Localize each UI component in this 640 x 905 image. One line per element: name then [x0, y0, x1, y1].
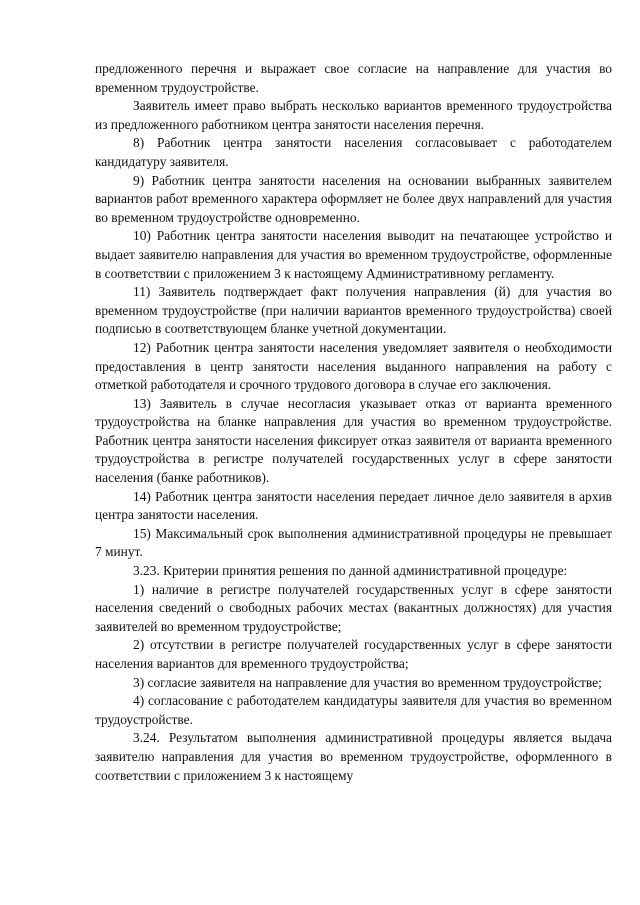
- paragraph-criterion-2: 2) отсутствии в регистре получателей государственных услуг в сфере занятости населения вариантов для временного трудоустройства;: [95, 637, 612, 671]
- paragraph-section-3-24: 3.24. Результатом выполнения административной процедуры является выдача заявителю направления для участия во временном трудоустройстве, оформленного в соответствии с приложением 3 к настоящему: [95, 730, 612, 783]
- paragraph-item-8: 8) Работник центра занятости населения согласовывает с работодателем кандидатуру заявителя.: [95, 135, 612, 169]
- paragraph-item-14: 14) Работник центра занятости населения передает личное дело заявителя в архив центра занятости населения.: [95, 488, 612, 523]
- paragraph-item-15: 15) Максимальный срок выполнения административной процедуры не превышает 7 минут.: [95, 525, 612, 560]
- paragraph-item-12: 12) Работник центра занятости населения уведомляет заявителя о необходимости предоставления в центр занятости населения выданного направления на работу с отметкой работодателя и срочного трудового договора в случае его заключения.: [95, 339, 612, 393]
- paragraph-criterion-4: 4) согласование с работодателем кандидатуры заявителя для участия во временном трудоустройстве.: [95, 693, 612, 727]
- paragraph-item-10: 10) Работник центра занятости населения выводит на печатающее устройство и выдает заявителю направления для участия во временном трудоустройстве, оформленные в соответствии с приложением 3 к настоящему Административному регламенту.: [95, 228, 612, 281]
- document-body: [95, 60, 612, 785]
- paragraph-continuation: предложенного перечня и выражает свое согласие на направление для участия во временном трудоустройстве.: [95, 61, 612, 95]
- paragraph-item-11: 11) Заявитель подтверждает факт получения направления (й) для участия во временном трудоустройстве (при наличии вариантов временного трудоустройства) своей подписью в соответствующем бланке учетной документации.: [95, 284, 612, 337]
- paragraph-item-9: 9) Работник центра занятости населения на основании выбранных заявителем вариантов работ временного характера оформляет не более двух направлений для участия во временном трудоустройстве одновременно.: [95, 172, 612, 225]
- paragraph-applicant-right: Заявитель имеет право выбрать несколько вариантов временного трудоустройства из предложенного работником центра занятости населения перечня.: [95, 98, 612, 132]
- paragraph-item-13: 13) Заявитель в случае несогласия указывает отказ от варианта временного трудоустройства на бланке направления для участия во временном трудоустройстве. Работник центра занятости населения фиксирует отказ заявителя от варианта временного трудоустройства в регистре получателей государственных услуг в сфере занятости населения (банке работников).: [95, 395, 612, 486]
- paragraph-criterion-1: 1) наличие в регистре получателей государственных услуг в сфере занятости населения сведений о свободных рабочих местах (вакантных должностях) для участия заявителей во временном трудоустройстве;: [95, 581, 612, 634]
- paragraph-criterion-3: 3) согласие заявителя на направление для участия во временном трудоустройстве;: [133, 674, 602, 690]
- paragraph-section-3-23: 3.23. Критерии принятия решения по данной административной процедуре:: [133, 563, 568, 579]
